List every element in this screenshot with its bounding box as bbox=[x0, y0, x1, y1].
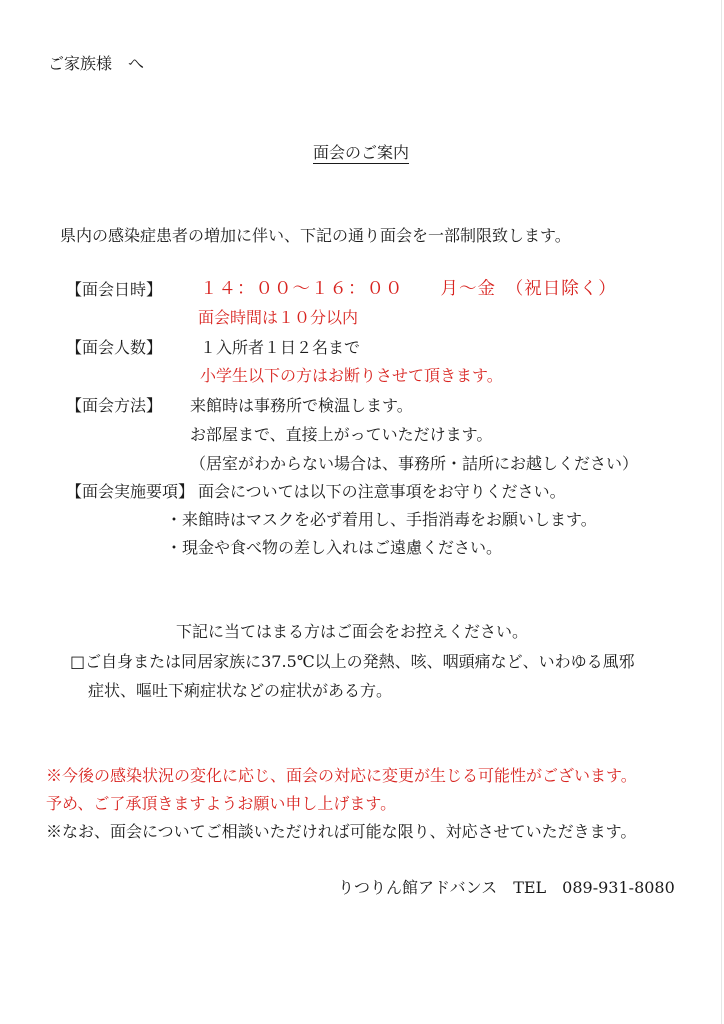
schedule-time: １４：００～１６：００ 月～金 （祝日除く） bbox=[200, 279, 617, 299]
page-title: 面会のご案内 bbox=[313, 143, 410, 162]
salutation: ご家族様 へ bbox=[48, 54, 145, 73]
visitors-count: １入所者１日２名まで bbox=[200, 338, 361, 357]
footer-contact: りつりん館アドバンス TEL 089-931-8080 bbox=[338, 878, 675, 897]
guideline-item-1: ・来館時はマスクを必ず着用し、手指消毒をお願いします。 bbox=[166, 510, 597, 529]
refrain-line-1: □ご自身または同居家族に37.5℃以上の発熱、咳、咽頭痛など、いわゆる風邪 bbox=[70, 652, 635, 671]
visitors-note: 小学生以下の方はお断りさせて頂きます。 bbox=[200, 366, 503, 385]
guideline-item-2: ・現金や食べ物の差し入れはご遠慮ください。 bbox=[166, 538, 503, 557]
schedule-limit: 面会時間は１０分以内 bbox=[198, 308, 359, 327]
page-edge-line bbox=[721, 0, 722, 1024]
notice-red-1: ※今後の感染状況の変化に応じ、面会の対応に変更が生じる可能性がございます。 bbox=[46, 766, 637, 785]
method-label: 【面会方法】 bbox=[66, 396, 163, 415]
visitors-label: 【面会人数】 bbox=[66, 338, 163, 357]
method-line-2: お部屋まで、直接上がっていただけます。 bbox=[190, 425, 493, 444]
guidelines-text: 面会については以下の注意事項をお守りください。 bbox=[198, 482, 566, 501]
intro-text: 県内の感染症患者の増加に伴い、下記の通り面会を一部制限致します。 bbox=[60, 226, 571, 245]
refrain-line-2: 症状、嘔吐下痢症状などの症状がある方。 bbox=[88, 681, 393, 700]
method-line-3: （居室がわからない場合は、事務所・詰所にお越しください） bbox=[190, 454, 639, 473]
refrain-heading: 下記に当てはまる方はご面会をお控えください。 bbox=[176, 622, 529, 641]
notice-note: ※なお、面会についてご相談いただければ可能な限り、対応させていただきます。 bbox=[46, 822, 637, 841]
schedule-label: 【面会日時】 bbox=[66, 280, 163, 299]
method-line-1: 来館時は事務所で検温します。 bbox=[190, 396, 413, 415]
guidelines-label: 【面会実施要項】 bbox=[66, 482, 195, 501]
notice-red-2: 予め、ご了承頂きますようお願い申し上げます。 bbox=[46, 794, 397, 813]
